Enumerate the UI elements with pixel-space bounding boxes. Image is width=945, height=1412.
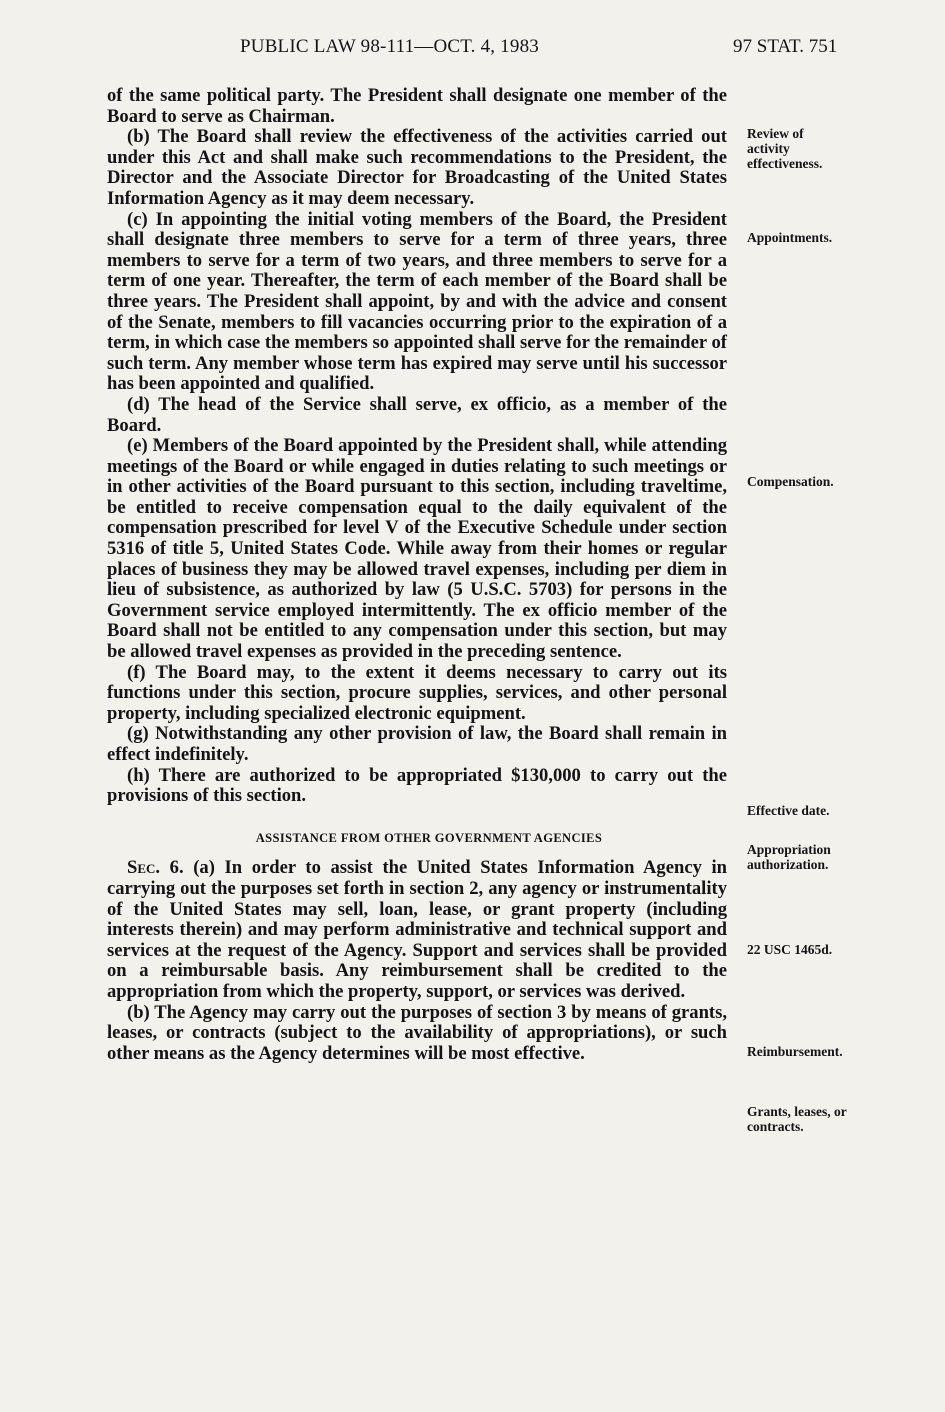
paragraph-c: (c) In appointing the initial voting members of the Board, the President shall designate three members to serve for a term of three years, three members to serve for a term of two years, and three members to serve for a term of one year. Thereafter, the term of each member of the Board shall be three years. The President shall appoint, by and with the advice and consent of the Senate, members to fill vacancies occurring prior to the expiration of a term, in which case the members so appointed shall serve for the remainder of such term. Any member whose term has expired may serve until his successor has been appointed and qualified. (107, 208, 727, 395)
margin-note-usc-citation: 22 USC 1465d. (747, 942, 833, 957)
paragraph-f: (f) The Board may, to the extent it deems necessary to carry out its functions under this section, procure supplies, services, and other personal property, including specialized electronic equipment. (107, 661, 727, 724)
header-stat-page: 97 STAT. 751 (733, 36, 838, 57)
paragraph-d: (d) The head of the Service shall serve, ex officio, as a member of the Board. (107, 393, 727, 436)
paragraph-intro: of the same political party. The President shall designate one member of the Board to serve as Chairman. (107, 85, 727, 127)
margin-note-compensation: Compensation. (747, 474, 834, 489)
section-6-a-text: . 6. (a) In order to assist the United States Information Agency in carrying out the purposes set forth in section 2, any agency or instrumentality of the United States may sell, loan, lease, or grant property (including interests therein) and may perform administrative and technical support and services at the request of the Agency. Support and services shall be provided on a reimbursable basis. Any reimbursement shall be credited to the appropriation from which the property, support, or services was derived. (107, 857, 727, 1002)
paragraph-e: (e) Members of the Board appointed by the President shall, while attending meetings of the Board or while engaged in duties relating to such meetings or in other activities of the Board pursuant to this section, including traveltime, be entitled to receive compensation equal to the daily equivalent of the compensation prescribed for level V of the Executive Schedule under section 5316 of title 5, United States Code. While away from their homes or regular places of business they may be allowed travel expenses, including per diem in lieu of subsistence, as authorized by law (5 U.S.C. 5703) for persons in the Government service employed intermittently. The ex officio member of the Board shall not be entitled to any compensation under this section, but may be allowed travel expenses as provided in the preceding sentence. (107, 435, 727, 663)
margin-note-effective-date: Effective date. (747, 803, 830, 818)
section-heading: ASSISTANCE FROM OTHER GOVERNMENT AGENCIES (255, 830, 603, 845)
margin-note-appointments: Appointments. (747, 230, 833, 245)
paragraph-g: (g) Notwithstanding any other provision of law, the Board shall remain in effect indefinitely. (107, 723, 727, 765)
running-header (0, 36, 945, 60)
margin-note-review: Review of activity effectiveness. (747, 126, 823, 171)
main-text-column (107, 86, 727, 1064)
margin-note-appropriation: Appropriation authorization. (747, 842, 831, 872)
header-law-title: PUBLIC LAW 98-111—OCT. 4, 1983 (240, 36, 539, 57)
paragraph-b: (b) The Board shall review the effectiveness of the activities carried out under this Act and shall make such recommendations to the President, the Director and the Associate Director for Broadcasting of the United States Information Agency as it may deem necessary. (107, 126, 727, 209)
margin-note-grants: Grants, leases, or contracts. (747, 1104, 847, 1134)
section-label: Sec (127, 857, 156, 879)
section-6-b: (b) The Agency may carry out the purposes of section 3 by means of grants, leases, or contracts (subject to the availability of appropriations), or such other means as the Agency determines will be most effective. (107, 1001, 727, 1064)
section-6-a (107, 858, 727, 1002)
margin-note-reimbursement: Reimbursement. (747, 1044, 843, 1059)
paragraph-h: (h) There are authorized to be appropriated $130,000 to carry out the provisions of this section. (107, 764, 727, 807)
